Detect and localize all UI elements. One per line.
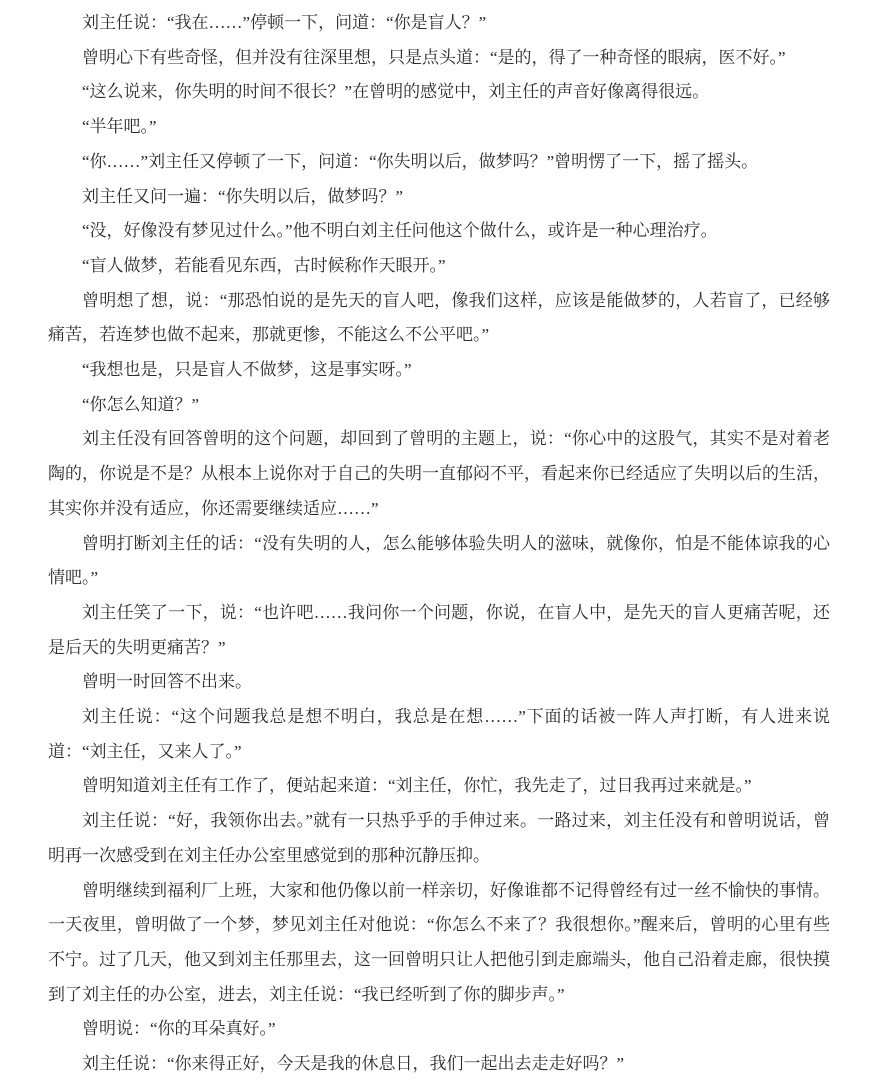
paragraph: 刘主任说：“好，我领你出去。”就有一只热乎乎的手伸过来。一路过来，刘主任没有和曾明说话，曾明再一次感受到在刘主任办公室里感觉到的那种沉静压抑。 [48,811,830,865]
paragraph: 曾明知道刘主任有工作了，便站起来道：“刘主任，你忙，我先走了，过日我再过来就是。” [82,776,752,796]
paragraph: “我想也是，只是盲人不做梦，这是事实呀。” [82,360,412,380]
paragraph: 曾明说：“你的耳朵真好。” [82,1019,276,1039]
paragraph: 刘主任说：“这个问题我总是想不明白，我总是在想……”下面的话被一阵人声打断，有人进来说道：“刘主任，又来人了。” [48,707,830,761]
paragraph: “半年吧。” [82,117,157,137]
paragraph: “这么说来，你失明的时间不很长？”在曾明的感觉中，刘主任的声音好像离得很远。 [82,82,710,102]
paragraph: 曾明继续到福利厂上班，大家和他仍像以前一样亲切，好像谁都不记得曾经有过一丝不愉快的事情。一天夜里，曾明做了一个梦，梦见刘主任对他说：“你怎么不来了？我很想你。”醒来后，曾明的心里有些不宁。过了几天，他又到刘主任那里去，这一回曾明只让人把他引到走廊端头，他自己沿着走廊，很快摸到了刘主任的办公室，进去，刘主任说：“我已经听到了你的脚步声。” [48,880,830,1004]
paragraph: 刘主任笑了一下，说：“也许吧……我问你一个问题，你说，在盲人中，是先天的盲人更痛苦呢，还是后天的失明更痛苦？” [48,602,830,657]
paragraph: 曾明想了想，说：“那恐怕说的是先天的盲人吧，像我们这样，应该是能做梦的，人若盲了，已经够痛苦，若连梦也做不起来，那就更惨，不能这么不公平吧。” [48,290,830,345]
paragraph: “没，好像没有梦见过什么。”他不明白刘主任问他这个做什么，或许是一种心理治疗。 [82,221,718,241]
paragraph: 刘主任说：“我在……”停顿一下，问道：“你是盲人？” [82,13,487,32]
paragraph: 刘主任说：“你来得正好，今天是我的休息日，我们一起出去走走好吗？” [82,1054,625,1074]
paragraph: 曾明心下有些奇怪，但并没有往深里想，只是点头道：“是的，得了一种奇怪的眼病，医不好。” [82,47,786,67]
paragraph: “盲人做梦，若能看见东西，古时候称作天眼开。” [82,255,446,275]
paragraph: 刘主任又问一遍：“你失明以后，做梦吗？” [82,186,404,206]
passage-text [48,6,830,1081]
paragraph: 曾明一时回答不出来。 [82,672,252,692]
paragraph: 曾明打断刘主任的话：“没有失明的人，怎么能够体验失明人的滋味，就像你，怕是不能体谅我的心情吧。” [48,533,830,588]
paragraph: “你怎么知道？” [82,394,200,414]
paragraph: “你……”刘主任又停顿了一下，问道：“你失明以后，做梦吗？”曾明愣了一下，摇了摇头。 [82,151,759,171]
paragraph: 刘主任没有回答曾明的这个问题，却回到了曾明的主题上，说：“你心中的这股气，其实不是对着老陶的，你说是不是？从根本上说你对于自己的失明一直郁闷不平，看起来你已经适应了失明以后的生活，其实你并没有适应，你还需要继续适应……” [48,429,830,518]
